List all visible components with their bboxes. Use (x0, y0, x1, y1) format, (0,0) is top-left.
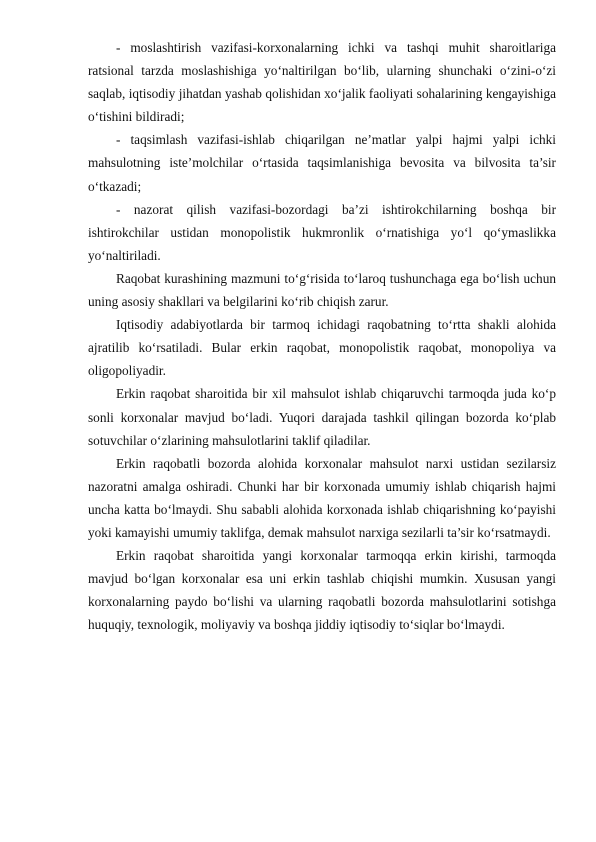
paragraph-competition-forms: Iqtisodiy adabiyotlarda bir tarmoq ichidagi raqobatning to‘rtta shakli alohida ajratilib ko‘rsatiladi. Bular erkin raqobat, monopolistik raqobat, monopoliya va oligopoliyadir. (88, 317, 556, 379)
paragraph-market-entry: Erkin raqobat sharoitida yangi korxonalar tarmoqqa erkin kirishi, tarmoqda mavjud bo‘lgan korxonalar esa uni erkin tashlab chiqishi mumkin. Xususan yangi korxonalarning paydo bo‘lishi va ularning raqobatli bozorda mahsulotlarini sotishga huquqiy, texnologik, moliyaviy va boshqa jiddiy iqtisodiy to‘siqlar bo‘lmaydi. (88, 548, 556, 633)
paragraph-free-competitive-market: Erkin raqobatli bozorda alohida korxonalar mahsulot narxi ustidan sezilarsiz nazoratni amalga oshiradi. Chunki har bir korxonada umumiy ishlab chiqarish hajmi uncha katta bo‘lmaydi. Shu sababli alohida korxonada ishlab chiqarishning ko‘payishi yoki kamayishi umumiy taklifga, demak mahsulot narxiga sezilarli ta’sir ko‘rsatmaydi. (88, 455, 556, 540)
paragraph-distribution-function: - taqsimlash vazifasi-ishlab chiqarilgan ne’matlar yalpi hajmi yalpi ichki mahsulotning iste’molchilar o‘rtasida taqsimlanishiga bevosita va bilvosita ta’sir o‘tkazadi; (88, 132, 556, 194)
paragraph-adaptation-function: - moslashtirish vazifasi-korxonalarning ichki va tashqi muhit sharoitlariga ratsional tarzda moslashishiga yo‘naltirilgan bo‘lib, ularning shunchaki o‘zini-o‘zi saqlab, iqtisodiy jihatdan yashab qolishidan xo‘jalik faoliyati sohalarining kengayishiga o‘tishini bildiradi; (88, 40, 556, 125)
paragraph-free-competition: Erkin raqobat sharoitida bir xil mahsulot ishlab chiqaruvchi tarmoqda juda ko‘p sonli korxonalar mavjud bo‘ladi. Yuqori darajada tashkil qilingan bozorda ko‘plab sotuvchilar o‘zlarining mahsulotlarini taklif qiladilar. (88, 386, 556, 448)
document-page (88, 36, 556, 636)
paragraph-control-function: - nazorat qilish vazifasi-bozordagi ba’zi ishtirokchilarning boshqa bir ishtirokchilar ustidan monopolistik hukmronlik o‘rnatishiga yo‘l qo‘ymaslikka yo‘naltiriladi. (88, 201, 556, 263)
paragraph-competition-content: Raqobat kurashining mazmuni to‘g‘risida to‘laroq tushunchaga ega bo‘lish uchun uning asosiy shakllari va belgilarini ko‘rib chiqish zarur. (88, 270, 556, 310)
